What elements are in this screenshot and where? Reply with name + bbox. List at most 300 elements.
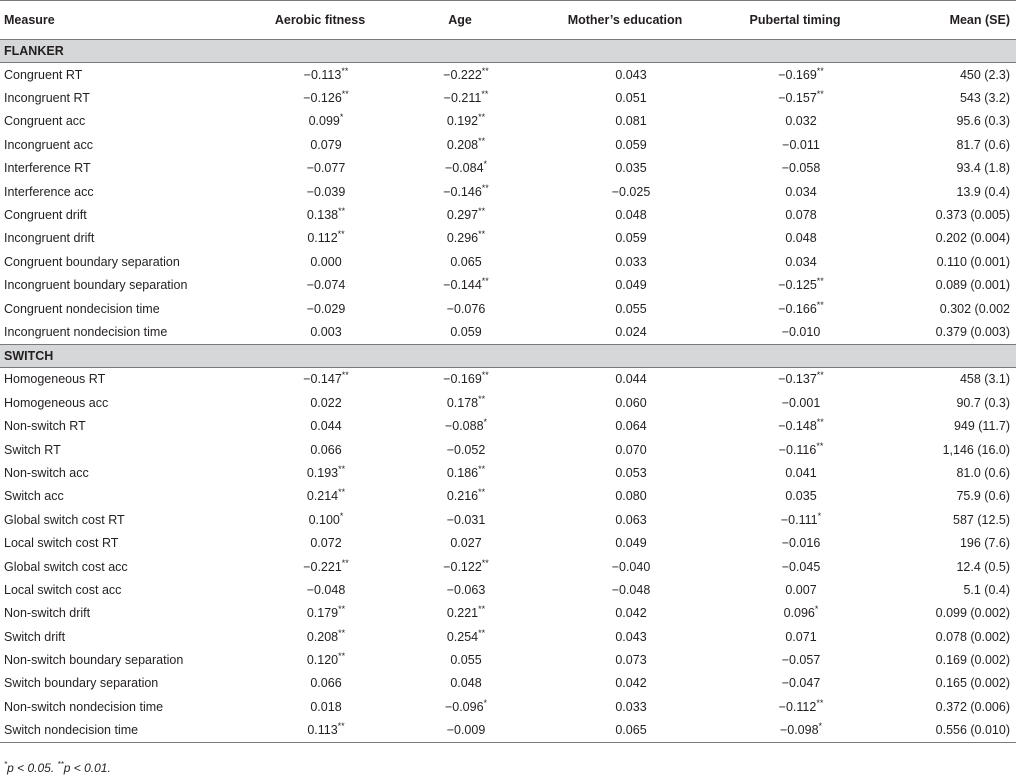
value-cell (250, 508, 390, 531)
value-text: 0.041 (785, 465, 817, 480)
value-cell (720, 86, 870, 109)
significance-marker: * (483, 417, 488, 427)
measure-cell: Non-switch nondecision time (4, 699, 164, 714)
table-row (0, 719, 1016, 743)
value-text: −0.157 (778, 91, 817, 106)
value-text: −0.084 (444, 161, 484, 176)
mean-se-cell: 0.372 (0.006) (935, 699, 1010, 714)
significance-marker: ** (337, 229, 345, 240)
mean-se-cell: 93.4 (1.8) (956, 161, 1010, 176)
value-text: 0.079 (310, 137, 342, 152)
value-text: 0.059 (450, 324, 482, 339)
significance-marker: ** (481, 65, 489, 76)
value-text: −0.031 (446, 512, 486, 527)
measure-cell: Interference RT (4, 161, 91, 176)
value-cell (530, 672, 720, 695)
value-text: 0.080 (615, 489, 647, 504)
footnote-symbol-2: ** (57, 760, 64, 769)
value-cell (720, 110, 870, 133)
value-text: 0.034 (785, 184, 817, 199)
table-row (0, 531, 1016, 554)
value-cell (530, 531, 720, 554)
value-cell (250, 414, 390, 437)
value-cell (530, 133, 720, 156)
value-cell (390, 719, 530, 743)
value-text: 0.065 (615, 723, 647, 738)
value-cell (390, 297, 530, 320)
value-text: 0.063 (615, 512, 647, 527)
measure-cell: Non-switch boundary separation (4, 653, 184, 668)
table-row (0, 555, 1016, 578)
value-cell (530, 625, 720, 648)
table-row (0, 274, 1016, 297)
value-text: −0.076 (446, 301, 486, 316)
value-text: −0.112 (778, 699, 817, 714)
value-text: −0.122 (443, 559, 482, 574)
value-text: 0.007 (785, 582, 817, 597)
value-text: 0.066 (310, 442, 342, 457)
value-cell (720, 227, 870, 250)
value-cell (720, 438, 870, 461)
measure-cell: Switch drift (4, 629, 66, 644)
table-row (0, 414, 1016, 437)
section-title: SWITCH (0, 344, 1016, 367)
value-text: −0.137 (778, 372, 817, 387)
significance-marker: ** (481, 557, 489, 568)
value-text: −0.088 (444, 419, 484, 434)
value-cell (250, 461, 390, 484)
significance-marker: * (814, 604, 819, 615)
value-cell (390, 133, 530, 156)
measure-cell: Congruent drift (4, 208, 87, 223)
value-cell (530, 250, 720, 273)
mean-se-cell: 95.6 (0.3) (956, 114, 1010, 129)
value-cell (250, 367, 390, 391)
value-text: −0.016 (781, 536, 821, 551)
value-cell (720, 625, 870, 648)
significance-marker: ** (481, 276, 489, 287)
measure-cell: Switch nondecision time (0, 719, 250, 743)
measure-cell: Non-switch acc (4, 465, 89, 480)
mean-se-cell: 13.9 (0.4) (956, 184, 1010, 199)
table-row (0, 367, 1016, 391)
value-text: 0.003 (310, 324, 342, 339)
measure-cell: Incongruent boundary separation (4, 278, 188, 293)
value-cell (390, 461, 530, 484)
value-cell (530, 367, 720, 391)
value-text: 0.078 (785, 208, 817, 223)
value-text: −0.001 (781, 395, 821, 410)
value-text: 0.055 (450, 653, 482, 668)
measure-cell: Congruent acc (4, 114, 86, 129)
measure-cell: Interference acc (4, 184, 94, 199)
value-text: 0.216 (446, 489, 479, 504)
value-text: −0.045 (781, 559, 821, 574)
value-cell (720, 391, 870, 414)
value-text: 0.138 (306, 208, 339, 223)
mean-se-cell: 5.1 (0.4) (963, 582, 1010, 597)
value-cell (720, 578, 870, 601)
value-cell (250, 63, 390, 87)
measure-cell: Global switch cost acc (4, 559, 128, 574)
value-text: −0.039 (306, 184, 346, 199)
value-text: 0.120 (306, 653, 339, 668)
value-cell (720, 274, 870, 297)
value-text: −0.146 (443, 184, 482, 199)
value-text: 0.099 (308, 114, 340, 129)
value-cell (390, 625, 530, 648)
mean-se-cell: 587 (12.5) (953, 512, 1010, 527)
mean-se-cell: 458 (3.1) (959, 372, 1010, 387)
section-title: FLANKER (0, 40, 1016, 63)
measure-cell: Switch boundary separation (4, 676, 159, 691)
significance-marker: * (339, 112, 344, 123)
value-cell (720, 555, 870, 578)
value-cell (390, 157, 530, 180)
significance-marker: * (339, 510, 344, 521)
significance-marker: ** (816, 370, 824, 381)
measure-cell: Incongruent acc (4, 137, 93, 152)
value-cell (390, 555, 530, 578)
value-text: 0.214 (306, 489, 339, 504)
value-text: 0.179 (306, 606, 339, 621)
mean-se-cell: 90.7 (0.3) (956, 395, 1010, 410)
measure-cell: Switch acc (4, 489, 64, 504)
value-cell (530, 274, 720, 297)
value-text: −0.113 (303, 67, 342, 82)
value-text: 0.053 (615, 465, 647, 480)
value-text: 0.051 (615, 91, 647, 106)
value-text: 0.033 (615, 699, 647, 714)
section-header-row (0, 40, 1016, 63)
value-text: 0.096 (783, 606, 815, 621)
significance-marker: ** (338, 205, 346, 216)
significance-marker: ** (481, 88, 489, 99)
value-cell (390, 250, 530, 273)
value-text: 0.186 (446, 465, 479, 480)
value-text: −0.011 (782, 137, 820, 152)
significance-marker: ** (341, 370, 349, 381)
footnote-text-1: p < 0.05. (7, 761, 58, 775)
header-mean-se: Mean (SE) (870, 1, 1016, 40)
header-row (0, 1, 1016, 40)
value-cell (720, 203, 870, 226)
value-cell (530, 438, 720, 461)
value-cell (390, 602, 530, 625)
value-text: −0.098 (779, 723, 819, 738)
value-text: 0.044 (310, 419, 342, 434)
table-row (0, 320, 1016, 344)
value-cell (250, 297, 390, 320)
value-text: −0.211 (443, 91, 482, 106)
footnote (4, 761, 111, 775)
value-text: 0.044 (615, 372, 647, 387)
table-row (0, 461, 1016, 484)
value-text: 0.066 (310, 676, 342, 691)
value-cell (390, 274, 530, 297)
value-cell (250, 531, 390, 554)
value-cell (250, 133, 390, 156)
mean-se-cell: 81.7 (0.6) (956, 137, 1010, 152)
significance-marker: ** (816, 299, 824, 310)
value-cell (390, 227, 530, 250)
value-cell (530, 719, 720, 743)
value-cell (720, 719, 870, 743)
value-cell (250, 438, 390, 461)
value-cell (530, 180, 720, 203)
value-text: −0.148 (778, 419, 817, 434)
value-cell (390, 438, 530, 461)
significance-marker: * (483, 697, 488, 708)
significance-marker: ** (478, 205, 486, 216)
table-row (0, 86, 1016, 109)
value-text: 0.070 (615, 442, 647, 457)
table-row (0, 297, 1016, 320)
significance-marker: ** (338, 650, 346, 661)
mean-se-cell: 949 (11.7) (953, 419, 1010, 434)
value-cell (250, 695, 390, 718)
value-text: 0.193 (306, 465, 339, 480)
value-cell (530, 555, 720, 578)
value-text: 0.065 (450, 254, 482, 269)
value-text: 0.049 (615, 536, 647, 551)
table-row (0, 438, 1016, 461)
table-row (0, 63, 1016, 87)
mean-se-cell: 196 (7.6) (959, 536, 1010, 551)
mean-se-cell: 450 (2.3) (959, 67, 1010, 82)
value-text: −0.222 (443, 67, 482, 82)
footnote-text-2: p < 0.01. (63, 761, 111, 775)
value-cell (390, 531, 530, 554)
significance-marker: ** (816, 276, 824, 287)
value-text: 0.034 (785, 254, 817, 269)
value-text: −0.052 (446, 442, 486, 457)
table-section (0, 40, 1016, 345)
value-text: −0.077 (306, 161, 346, 176)
value-text: 0.032 (785, 114, 817, 129)
value-cell (530, 157, 720, 180)
value-cell (250, 274, 390, 297)
value-text: −0.126 (303, 91, 342, 106)
value-cell (530, 203, 720, 226)
value-cell (720, 133, 870, 156)
table-row (0, 695, 1016, 718)
measure-cell: Incongruent drift (4, 231, 95, 246)
value-cell (250, 485, 390, 508)
value-cell (530, 297, 720, 320)
value-text: −0.147 (303, 372, 342, 387)
value-text: 0.100 (308, 512, 340, 527)
value-cell (390, 578, 530, 601)
value-cell (390, 672, 530, 695)
measure-cell: Homogeneous RT (4, 372, 106, 387)
value-text: −0.010 (781, 324, 821, 339)
value-text: −0.048 (306, 582, 346, 597)
value-cell (720, 157, 870, 180)
significance-marker: ** (341, 88, 349, 99)
value-cell (390, 63, 530, 87)
value-text: 0.043 (615, 67, 647, 82)
value-cell (530, 110, 720, 133)
value-text: 0.022 (310, 395, 342, 410)
significance-marker: ** (337, 721, 345, 732)
value-cell (720, 250, 870, 273)
value-cell (720, 414, 870, 437)
table-row (0, 227, 1016, 250)
value-cell (530, 695, 720, 718)
significance-marker: ** (338, 627, 346, 638)
significance-marker: ** (478, 627, 486, 638)
measure-cell: Congruent RT (4, 67, 83, 82)
significance-marker: ** (341, 65, 349, 76)
significance-marker: ** (816, 697, 824, 708)
significance-marker: ** (816, 88, 824, 99)
measure-cell: Local switch cost RT (4, 536, 119, 551)
table-section (0, 344, 1016, 742)
mean-se-cell: 0.165 (0.002) (935, 676, 1010, 691)
value-text: 0.296 (446, 231, 479, 246)
value-text: 0.048 (450, 676, 482, 691)
value-text: 0.043 (615, 629, 647, 644)
value-text: 0.072 (310, 536, 342, 551)
mean-se-cell: 0.169 (0.002) (935, 653, 1010, 668)
value-text: −0.096 (444, 699, 484, 714)
value-text: −0.048 (611, 582, 651, 597)
value-cell (530, 485, 720, 508)
value-text: 0.000 (310, 254, 342, 269)
value-cell (390, 648, 530, 671)
value-text: 0.055 (615, 301, 647, 316)
value-cell (390, 110, 530, 133)
header-aerobic-fitness: Aerobic fitness (250, 1, 390, 40)
value-text: −0.169 (778, 67, 817, 82)
value-text: 0.297 (446, 208, 479, 223)
table-row (0, 110, 1016, 133)
value-cell (250, 719, 390, 743)
value-cell (720, 297, 870, 320)
significance-marker: ** (478, 393, 486, 404)
value-text: −0.074 (306, 278, 346, 293)
value-cell (390, 508, 530, 531)
value-text: 0.178 (446, 395, 479, 410)
value-text: 0.024 (615, 324, 647, 339)
table-row (0, 133, 1016, 156)
value-cell (250, 648, 390, 671)
value-text: 0.035 (615, 161, 647, 176)
mean-se-cell: 0.302 (0.002 (939, 301, 1010, 316)
value-cell (390, 203, 530, 226)
value-cell (250, 625, 390, 648)
value-text: −0.221 (303, 559, 342, 574)
mean-se-cell: 0.202 (0.004) (935, 231, 1010, 246)
mean-se-cell: 0.089 (0.001) (935, 278, 1010, 293)
value-text: 0.059 (615, 137, 647, 152)
value-cell (720, 63, 870, 87)
value-text: −0.166 (778, 301, 817, 316)
value-text: −0.057 (781, 653, 821, 668)
value-text: −0.169 (443, 372, 482, 387)
significance-marker: ** (478, 112, 486, 123)
value-text: 0.018 (310, 699, 342, 714)
value-text: −0.058 (781, 161, 821, 176)
table-row (0, 672, 1016, 695)
significance-marker: ** (338, 604, 346, 615)
table-row (0, 648, 1016, 671)
value-text: 0.254 (446, 629, 479, 644)
value-cell (530, 578, 720, 601)
measure-cell: Congruent nondecision time (4, 301, 160, 316)
mean-se-cell: 0.379 (0.003) (870, 320, 1016, 344)
value-text: −0.029 (306, 301, 346, 316)
value-cell (390, 180, 530, 203)
mean-se-cell: 0.373 (0.005) (935, 208, 1010, 223)
mean-se-cell: 1,146 (16.0) (942, 442, 1010, 457)
value-cell (390, 391, 530, 414)
significance-marker: ** (478, 463, 486, 474)
value-cell (720, 695, 870, 718)
value-cell (530, 320, 720, 344)
value-text: 0.208 (446, 137, 479, 152)
value-text: 0.049 (615, 278, 647, 293)
significance-marker: ** (816, 440, 824, 451)
table-row (0, 508, 1016, 531)
value-cell (530, 86, 720, 109)
table-row (0, 180, 1016, 203)
value-cell (390, 485, 530, 508)
header-measure: Measure (0, 1, 250, 40)
value-cell (720, 461, 870, 484)
significance-marker: ** (478, 487, 486, 498)
value-text: 0.027 (450, 536, 482, 551)
value-text: 0.048 (785, 231, 817, 246)
value-cell (530, 508, 720, 531)
value-text: 0.113 (307, 723, 338, 738)
value-text: 0.071 (785, 629, 817, 644)
value-text: 0.064 (615, 419, 647, 434)
table-header (0, 1, 1016, 40)
value-cell (390, 367, 530, 391)
value-cell (250, 320, 390, 344)
measure-cell: Non-switch drift (4, 606, 91, 621)
value-cell (720, 602, 870, 625)
value-text: −0.040 (611, 559, 651, 574)
footnote-symbol-1: * (4, 760, 8, 769)
value-cell (530, 63, 720, 87)
mean-se-cell: 543 (3.2) (959, 91, 1010, 106)
value-cell (250, 578, 390, 601)
value-cell (530, 414, 720, 437)
significance-marker: ** (338, 487, 346, 498)
significance-marker: * (817, 510, 822, 521)
value-cell (720, 531, 870, 554)
table-row (0, 485, 1016, 508)
table-row (0, 391, 1016, 414)
value-text: 0.042 (615, 606, 647, 621)
measure-cell: Incongruent RT (4, 91, 90, 106)
significance-marker: ** (481, 370, 489, 381)
value-cell (390, 320, 530, 344)
value-cell (250, 203, 390, 226)
table-row (0, 625, 1016, 648)
header-pubertal-timing: Pubertal timing (720, 1, 870, 40)
value-cell (390, 86, 530, 109)
value-text: −0.047 (781, 676, 821, 691)
mean-se-cell: 0.556 (0.010) (870, 719, 1016, 743)
significance-marker: ** (338, 463, 346, 474)
mean-se-cell: 0.099 (0.002) (935, 606, 1010, 621)
value-text: 0.208 (306, 629, 339, 644)
value-text: 0.059 (615, 231, 647, 246)
